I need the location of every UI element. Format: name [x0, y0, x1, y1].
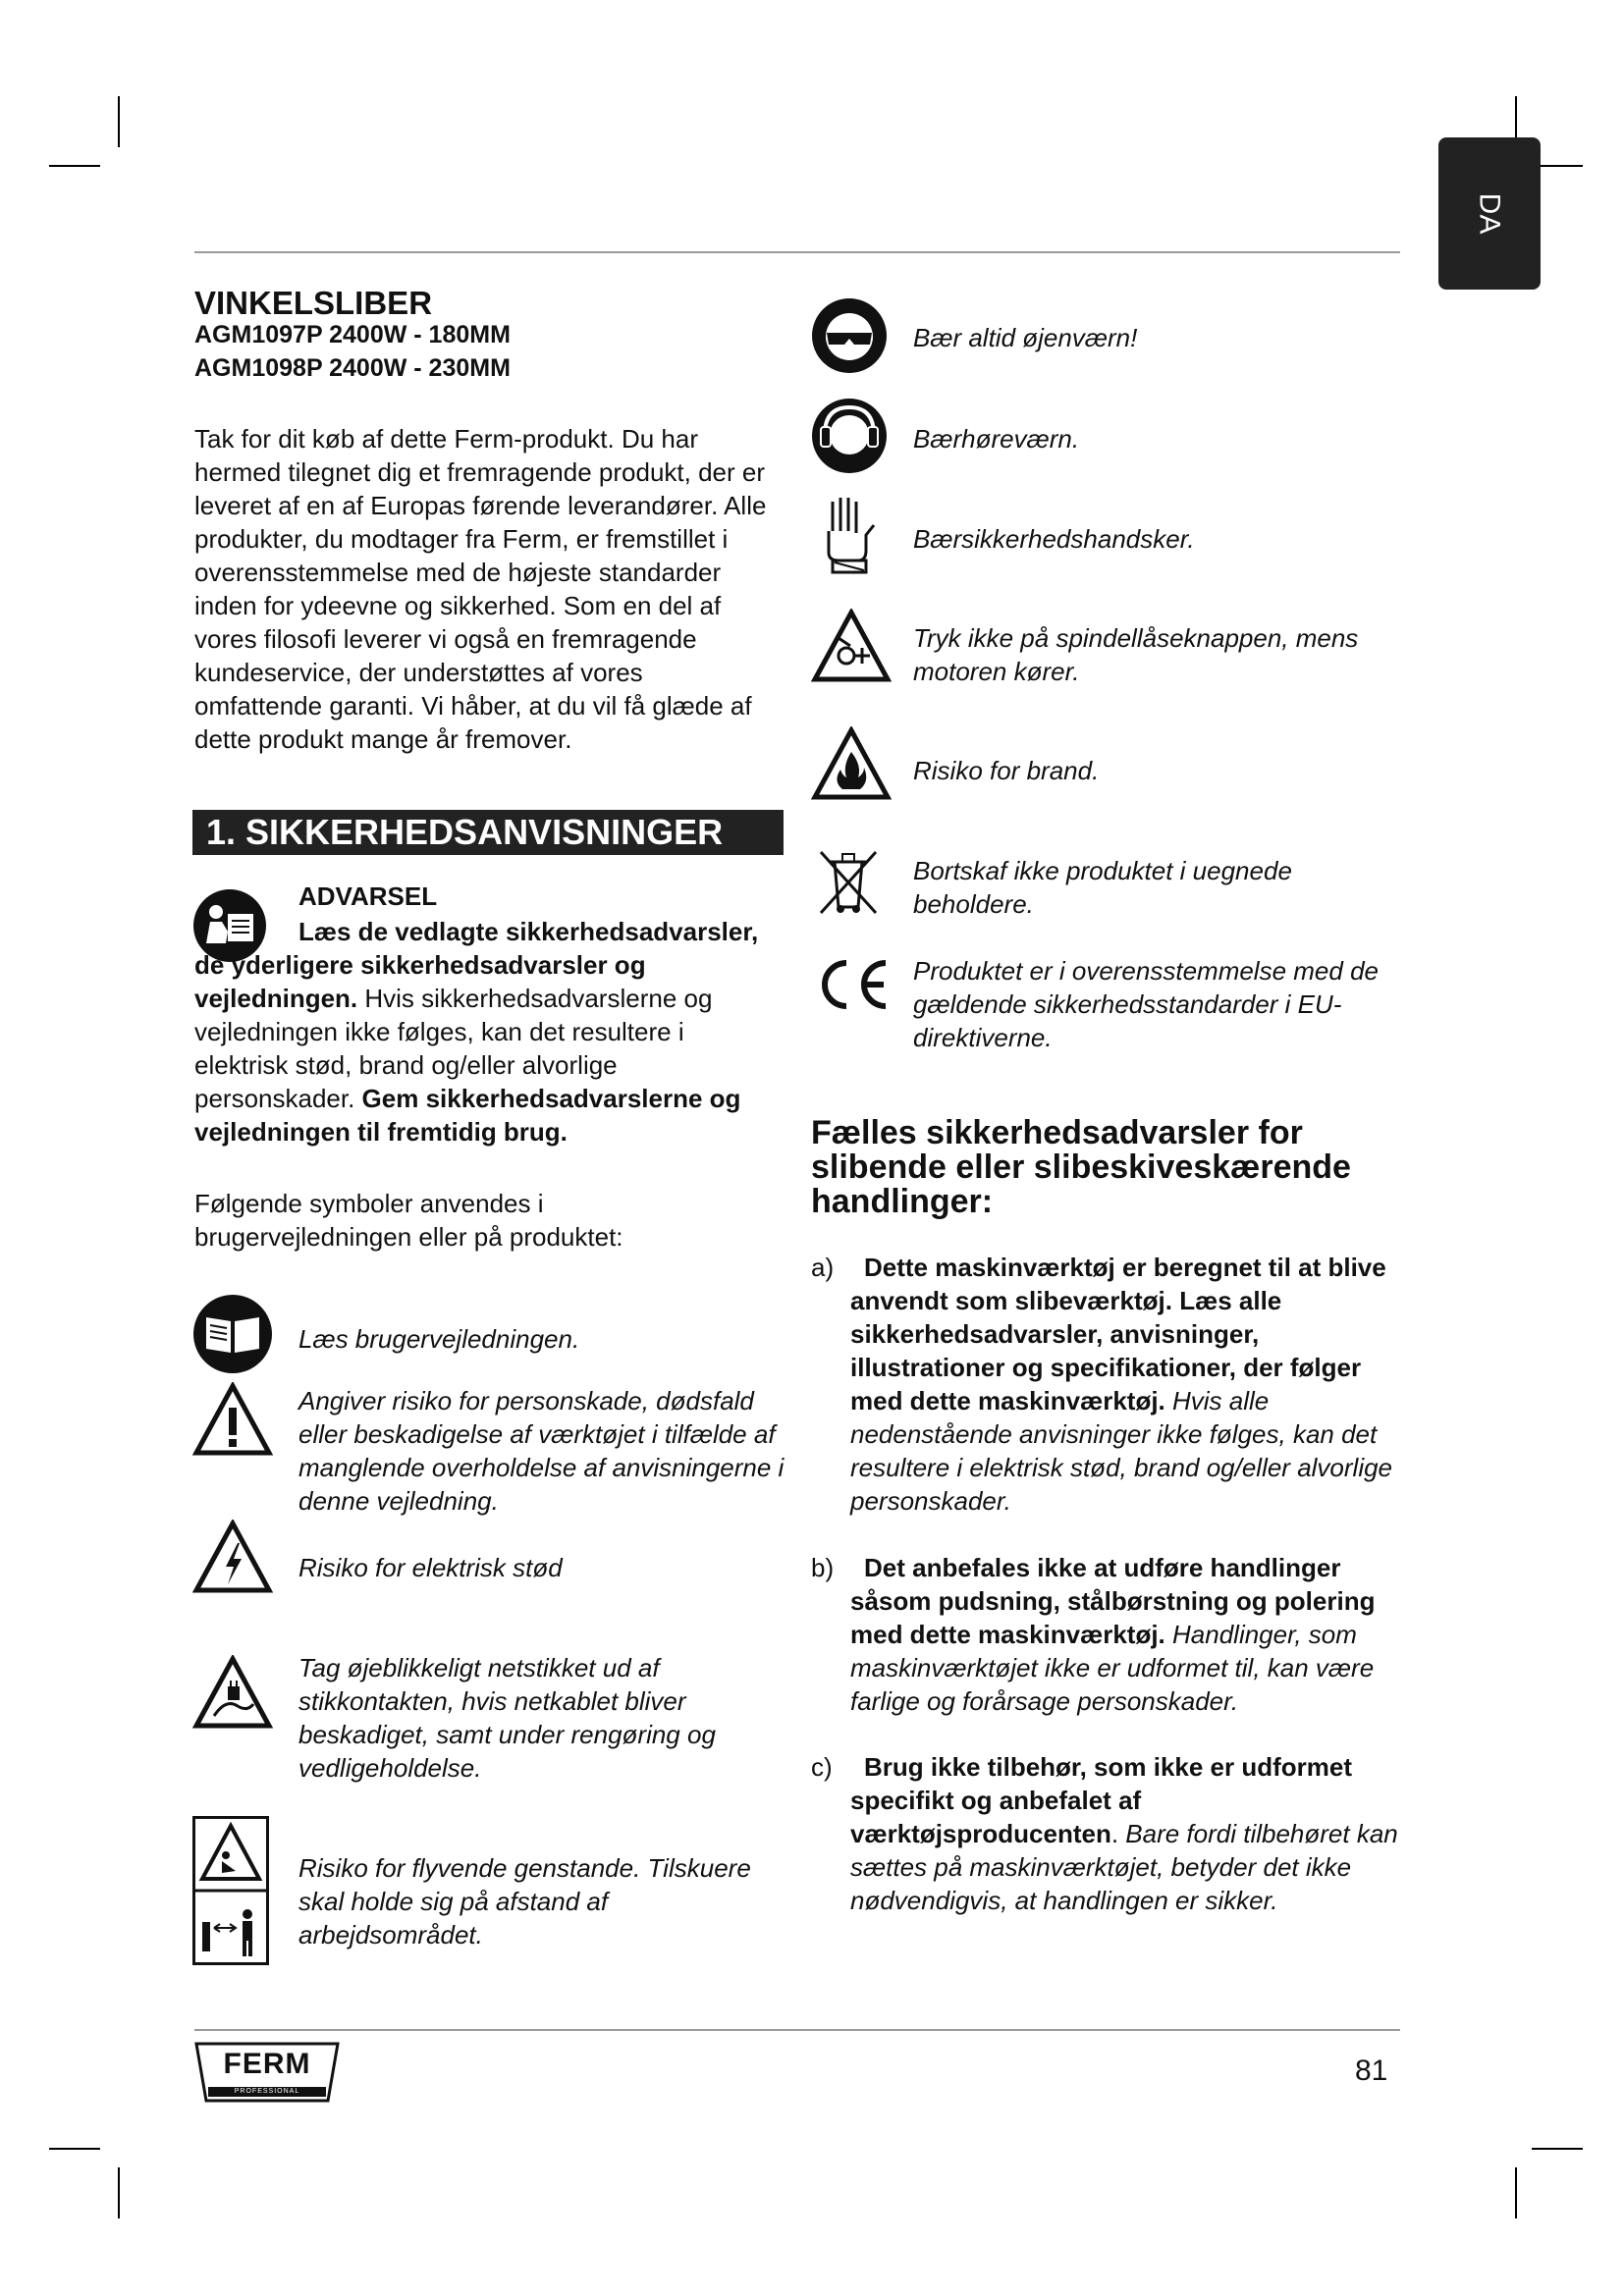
electric-shock-icon: [192, 1520, 273, 1599]
list-label-c: c): [811, 1752, 833, 1782]
brand-name: FERM: [223, 2048, 311, 2080]
list-item-c: [850, 1750, 1400, 1917]
crop-mark: [1532, 2148, 1583, 2150]
weee-bin-icon: [815, 846, 882, 922]
warning-text: [194, 915, 784, 1148]
list-item-a: [850, 1251, 1400, 1518]
fire-risk-icon: [811, 726, 892, 806]
warning-title: ADVARSEL: [298, 881, 438, 911]
crop-mark: [49, 165, 100, 167]
list-item-a-bold: Dette maskinværktøj er beregnet til at blive anvendt som slibeværktøj. Læs alle sikkerhedsadvarsler, anvisninger, illustrationer og specifikationer, der følger med dette maskinværktøj.: [850, 1253, 1386, 1415]
model-line-2: AGM1098P 2400W - 230MM: [194, 354, 511, 382]
symbol-text-flying: Risiko for flyvende genstande. Tilskuere skal holde sig på afstand af arbejdsområdet.: [298, 1853, 751, 1949]
crop-mark: [118, 96, 120, 147]
symbol-text-electric: Risiko for elektrisk stød: [298, 1553, 563, 1582]
common-section-heading: Fælles sikkerhedsadvarsler for slibende eller slibeskiveskærende handlinger:: [811, 1114, 1351, 1220]
list-item-b: [850, 1551, 1400, 1718]
gloves-icon: [815, 496, 880, 579]
document-title: VINKELSLIBER: [194, 285, 433, 321]
list-item-c-bold: Brug ikke tilbehør, som ikke er udformet specifikt og anbefalet af værktøjsproducenten: [850, 1752, 1353, 1848]
intro-paragraph: Tak for dit køb af dette Ferm-produkt. Du har hermed tilegnet dig et fremragende produkt, der er leveret af en af Europas førende leverandører. Alle produkter, du modtager fra Ferm, er fremstillet i overensstemmelse med de højeste standarder inden for ydeevne og sikkerhed. Som en del af vores filosofi leverer vi også en fremragende kundeservice, der understøttes af vores omfattende garanti. Vi håber, at du vil få glæde af dette produkt mange år fremover.: [194, 424, 767, 754]
symbol-text-gloves: Bærsikkerhedshandsker.: [913, 524, 1195, 554]
list-label-b: b): [811, 1553, 835, 1582]
page-number: 81: [1355, 2055, 1388, 2087]
brand-logo: [194, 2042, 340, 2105]
brand-sub: PROFESSIONAL: [234, 2088, 300, 2095]
warning-bold-2: Gem sikkerhedsadvarslerne og vejledningen til fremtidig brug.: [194, 1084, 741, 1147]
list-label-a: a): [811, 1253, 835, 1282]
crop-mark: [49, 2148, 100, 2150]
symbol-text-read-manual: Læs brugervejledningen.: [298, 1324, 580, 1354]
symbol-text-ear: Bærhøreværn.: [913, 424, 1080, 454]
model-line-1: AGM1097P 2400W - 180MM: [194, 321, 511, 348]
symbol-text-ce: Produktet er i overensstemmelse med de gældende sikkerhedsstandarder i EU-direktiverne.: [913, 956, 1379, 1052]
crop-mark: [1515, 2167, 1517, 2218]
warning-normal: Hvis sikkerhedsadvarslerne og vejledningen ikke følges, kan det resultere i elektrisk stød, brand og/eller alvorlige personskader.: [194, 984, 713, 1113]
symbol-text-weee: Bortskaf ikke produktet i uegnede beholdere.: [913, 856, 1292, 919]
spindle-lock-icon: [811, 609, 892, 688]
warning-bold-1: Læs de vedlagte sikkerhedsadvarsler, de yderligere sikkerhedsadvarsler og vejledningen.: [194, 917, 759, 1013]
read-manual-icon: [192, 1294, 273, 1379]
list-item-a-italic: Hvis alle nedenstående anvisninger ikke følges, kan det resultere i elektrisk stød, brand og/eller alvorlige personskader.: [850, 1386, 1393, 1516]
list-item-c-normal: .: [1110, 1819, 1119, 1848]
symbol-text-unplug: Tag øjeblikkeligt netstikket ud af stikkontakten, hvis netkablet bliver beskadiget, samt under rengøring og vedligeholdelse.: [298, 1653, 716, 1783]
list-item-b-bold: Det anbefales ikke at udføre handlinger såsom pudsning, stålbørstning og polering med dette maskinværktøj.: [850, 1553, 1376, 1649]
top-rule: [194, 251, 1400, 253]
crop-mark: [118, 2167, 120, 2218]
flying-objects-icon: [192, 1816, 269, 1970]
ear-protection-icon: [811, 398, 888, 479]
list-item-c-italic: Bare fordi tilbehøret kan sættes på maskinværktøjet, betyder det ikke nødvendigvis, at handlingen er sikker.: [850, 1819, 1398, 1915]
symbol-text-eye: Bær altid øjenværn!: [913, 323, 1138, 352]
list-item-b-italic: Handlinger, som maskinværktøjet ikke er udformet til, kan være farlige og forårsage personskader.: [850, 1620, 1375, 1716]
symbol-text-spindle: Tryk ikke på spindellåseknappen, mens motoren kører.: [913, 623, 1359, 686]
ce-mark-icon: [811, 957, 892, 1017]
symbols-intro: Følgende symboler anvendes i brugervejledningen eller på produktet:: [194, 1189, 623, 1252]
unplug-icon: [192, 1655, 273, 1735]
language-tab-label: DA: [1474, 192, 1506, 235]
section-heading-box: [192, 810, 784, 855]
eye-protection-icon: [811, 297, 888, 379]
bottom-rule: [194, 2029, 1400, 2031]
warning-exclamation-icon: [192, 1382, 273, 1462]
symbol-text-warning: Angiver risiko for personskade, dødsfald eller beskadigelse af værktøjet i tilfælde af manglende overholdelse af anvisningerne i denne vejledning.: [298, 1386, 785, 1516]
section-heading: 1. SIKKERHEDSANVISNINGER: [206, 812, 724, 852]
language-tab: [1438, 137, 1541, 290]
symbol-text-fire: Risiko for brand.: [913, 756, 1100, 785]
